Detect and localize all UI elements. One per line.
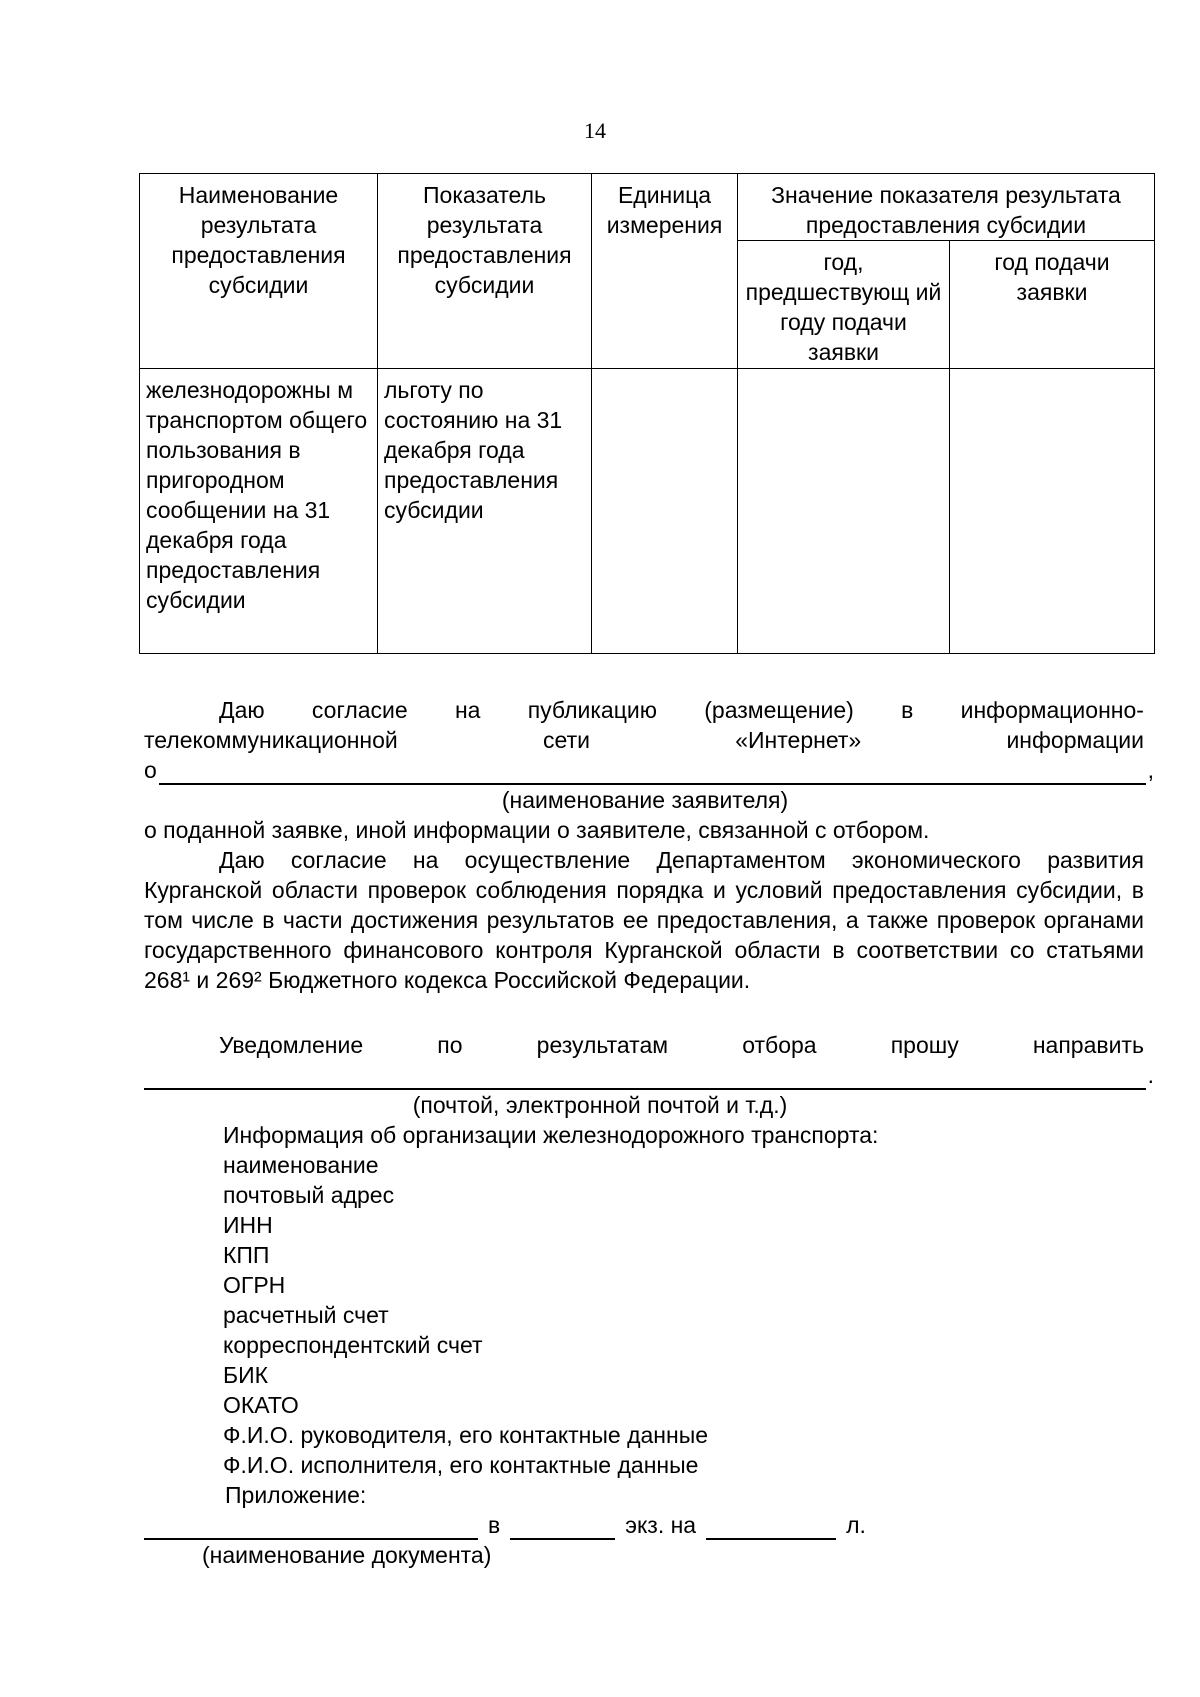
header-application-year: год подачи заявки (950, 241, 1155, 369)
attachment-line (144, 1510, 964, 1540)
word: публикацию (527, 697, 657, 723)
sheets-text: л. (846, 1512, 866, 1538)
cell-unit (592, 369, 738, 654)
attachment-caption: (наименование документа) (202, 1542, 492, 1568)
cell-prev-year (738, 369, 950, 654)
results-table (139, 173, 1155, 654)
org-info-list (223, 1150, 1123, 1480)
org-info-title: Информация об организации железнодорожного транспорта: (223, 1122, 879, 1148)
applicant-name-line (144, 755, 1154, 785)
word: направить (1032, 1032, 1144, 1058)
copies-blank[interactable] (510, 1512, 615, 1540)
list-item: Ф.И.О. руководителя, его контактные данные (223, 1422, 709, 1448)
word: Даю (219, 697, 265, 723)
word: информационно- (960, 697, 1144, 723)
list-item: расчетный счет (223, 1302, 389, 1328)
list-item: корреспондентский счет (223, 1332, 483, 1358)
notification-line (219, 1030, 1144, 1060)
header-result-name: Наименование результата предоставления субсидии (140, 174, 378, 369)
cell-result-name: железнодорожны м транспортом общего пользования в пригородном сообщении на 31 декабря года предоставления субсидии (140, 369, 378, 654)
page-number: 14 (584, 118, 606, 143)
list-item: ОГРН (223, 1272, 286, 1298)
word: телекоммуникационной (144, 727, 398, 753)
list-item: почтовый адрес (223, 1182, 395, 1208)
header-indicator: Показатель результата предоставления субсидии (378, 174, 592, 369)
consent-publication-line1 (219, 695, 1144, 725)
suffix: , (1147, 757, 1154, 783)
cell-indicator: льготу по состоянию на 31 декабря года предоставления субсидии (378, 369, 592, 654)
word: прошу (890, 1032, 959, 1058)
word: Уведомление (219, 1032, 364, 1058)
word: по (437, 1032, 463, 1058)
table-header-row (140, 174, 1155, 241)
word: согласие (311, 697, 408, 723)
notification-caption: (почтой, электронной почтой и т.д.) (412, 1092, 788, 1118)
sheets-blank[interactable] (706, 1512, 836, 1540)
word: «Интернет» (735, 727, 862, 753)
list-item: БИК (223, 1362, 269, 1388)
applicant-caption: (наименование заявителя) (501, 787, 789, 813)
consent-publication-line2 (144, 725, 1144, 755)
header-prev-year: год, предшествующ ий году подачи заявки (738, 241, 950, 369)
word: в (901, 697, 914, 723)
prefix: о (144, 757, 157, 783)
list-item: ОКАТО (223, 1392, 299, 1418)
list-item: КПП (223, 1242, 270, 1268)
suffix: . (1147, 1062, 1154, 1088)
cell-application-year (950, 369, 1155, 654)
list-item: наименование (223, 1152, 379, 1178)
notification-method-blank[interactable] (144, 1062, 1146, 1090)
notification-method-line (144, 1060, 1154, 1090)
applicant-name-blank[interactable] (159, 757, 1146, 785)
word: на (454, 697, 481, 723)
list-item: Ф.И.О. исполнителя, его контактные данные (223, 1452, 699, 1478)
consent-inspection: Даю согласие на осуществление Департаментом экономического развития Курганской области проверок соблюдения порядка и условий предоставления субсидии, в том числе в части достижения результатов ее предоставления, а также проверок органами государственного финансового контроля Курганской области в соответствии со статьями 268¹ и 269² Бюджетного кодекса Российской Федерации. (144, 847, 1144, 993)
word: отбора (742, 1032, 817, 1058)
word: результатам (536, 1032, 669, 1058)
consent-publication-tail: о поданной заявке, иной информации о заявителе, связанной с отбором. (144, 817, 930, 843)
list-item: ИНН (223, 1212, 273, 1238)
document-name-blank[interactable] (144, 1512, 478, 1540)
table-row (140, 369, 1155, 654)
word: (размещение) (704, 697, 854, 723)
attachment-label: Приложение: (225, 1482, 367, 1508)
in-text: в (488, 1512, 501, 1538)
header-unit: Единица измерения (592, 174, 738, 369)
header-value: Значение показателя результата предоставления субсидии (738, 174, 1155, 241)
word: сети (543, 727, 590, 753)
copies-text: экз. на (625, 1512, 697, 1538)
word: информации (1006, 727, 1144, 753)
